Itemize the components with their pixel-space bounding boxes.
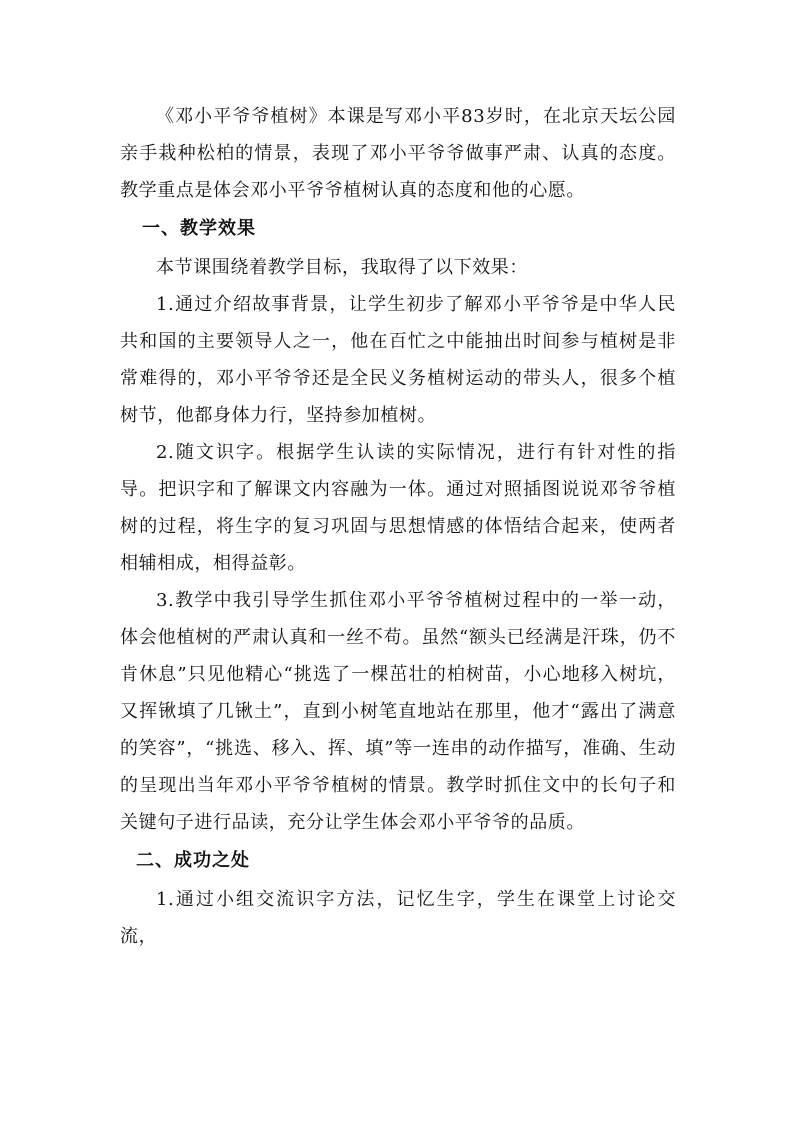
document-body (120, 98, 676, 955)
section-heading-success: 二、成功之处 (136, 850, 250, 871)
section1-paragraph-1: 1.通过介绍故事背景，让学生初步了解邓小平爷爷是中华人民共和国的主要领导人之一，他在百忙之中能抽出时间参与植树是非常难得的，邓小平爷爷还是全民义务植树运动的带头人，很多个植树节，他都身体力行，坚持参加植树。 (120, 294, 676, 426)
section1-lead-paragraph: 本节课围绕着教学目标，我取得了以下效果： (156, 257, 528, 278)
section-heading-teaching-effect: 一、教学效果 (142, 218, 256, 239)
intro-paragraph: 《邓小平爷爷植树》本课是写邓小平83岁时，在北京天坛公园亲手栽种松柏的情景，表现了邓小平爷爷做事严肃、认真的态度。教学重点是体会邓小平爷爷植树认真的态度和他的心愿。 (120, 106, 676, 201)
section2-paragraph-1: 1.通过小组交流识字方法，记忆生字，学生在课堂上讨论交流， (120, 889, 676, 947)
section1-paragraph-3: 3.教学中我引导学生抓住邓小平爷爷植树过程中的一举一动，体会他植树的严肃认真和一丝不苟。虽然“额头已经满是汗珠，仍不肯休息”只见他精心“挑选了一棵茁壮的柏树苗，小心地移入树坑，又挥锹填了几锹土”，直到小树笔直地站在那里，他才“露出了满意的笑容”，“挑选、移入、挥、填”等一连串的动作描写，准确、生动的呈现出当年邓小平爷爷植树的情景。教学时抓住文中的长句子和关键句子进行品读，充分让学生体会邓小平爷爷的品质。 (120, 590, 676, 833)
section1-paragraph-2: 2.随文识字。根据学生认读的实际情况，进行有针对性的指导。把识字和了解课文内容融为一体。通过对照插图说说邓爷爷植树的过程，将生字的复习巩固与思想情感的体悟结合起来，使两者相辅相成，相得益彰。 (120, 442, 676, 574)
